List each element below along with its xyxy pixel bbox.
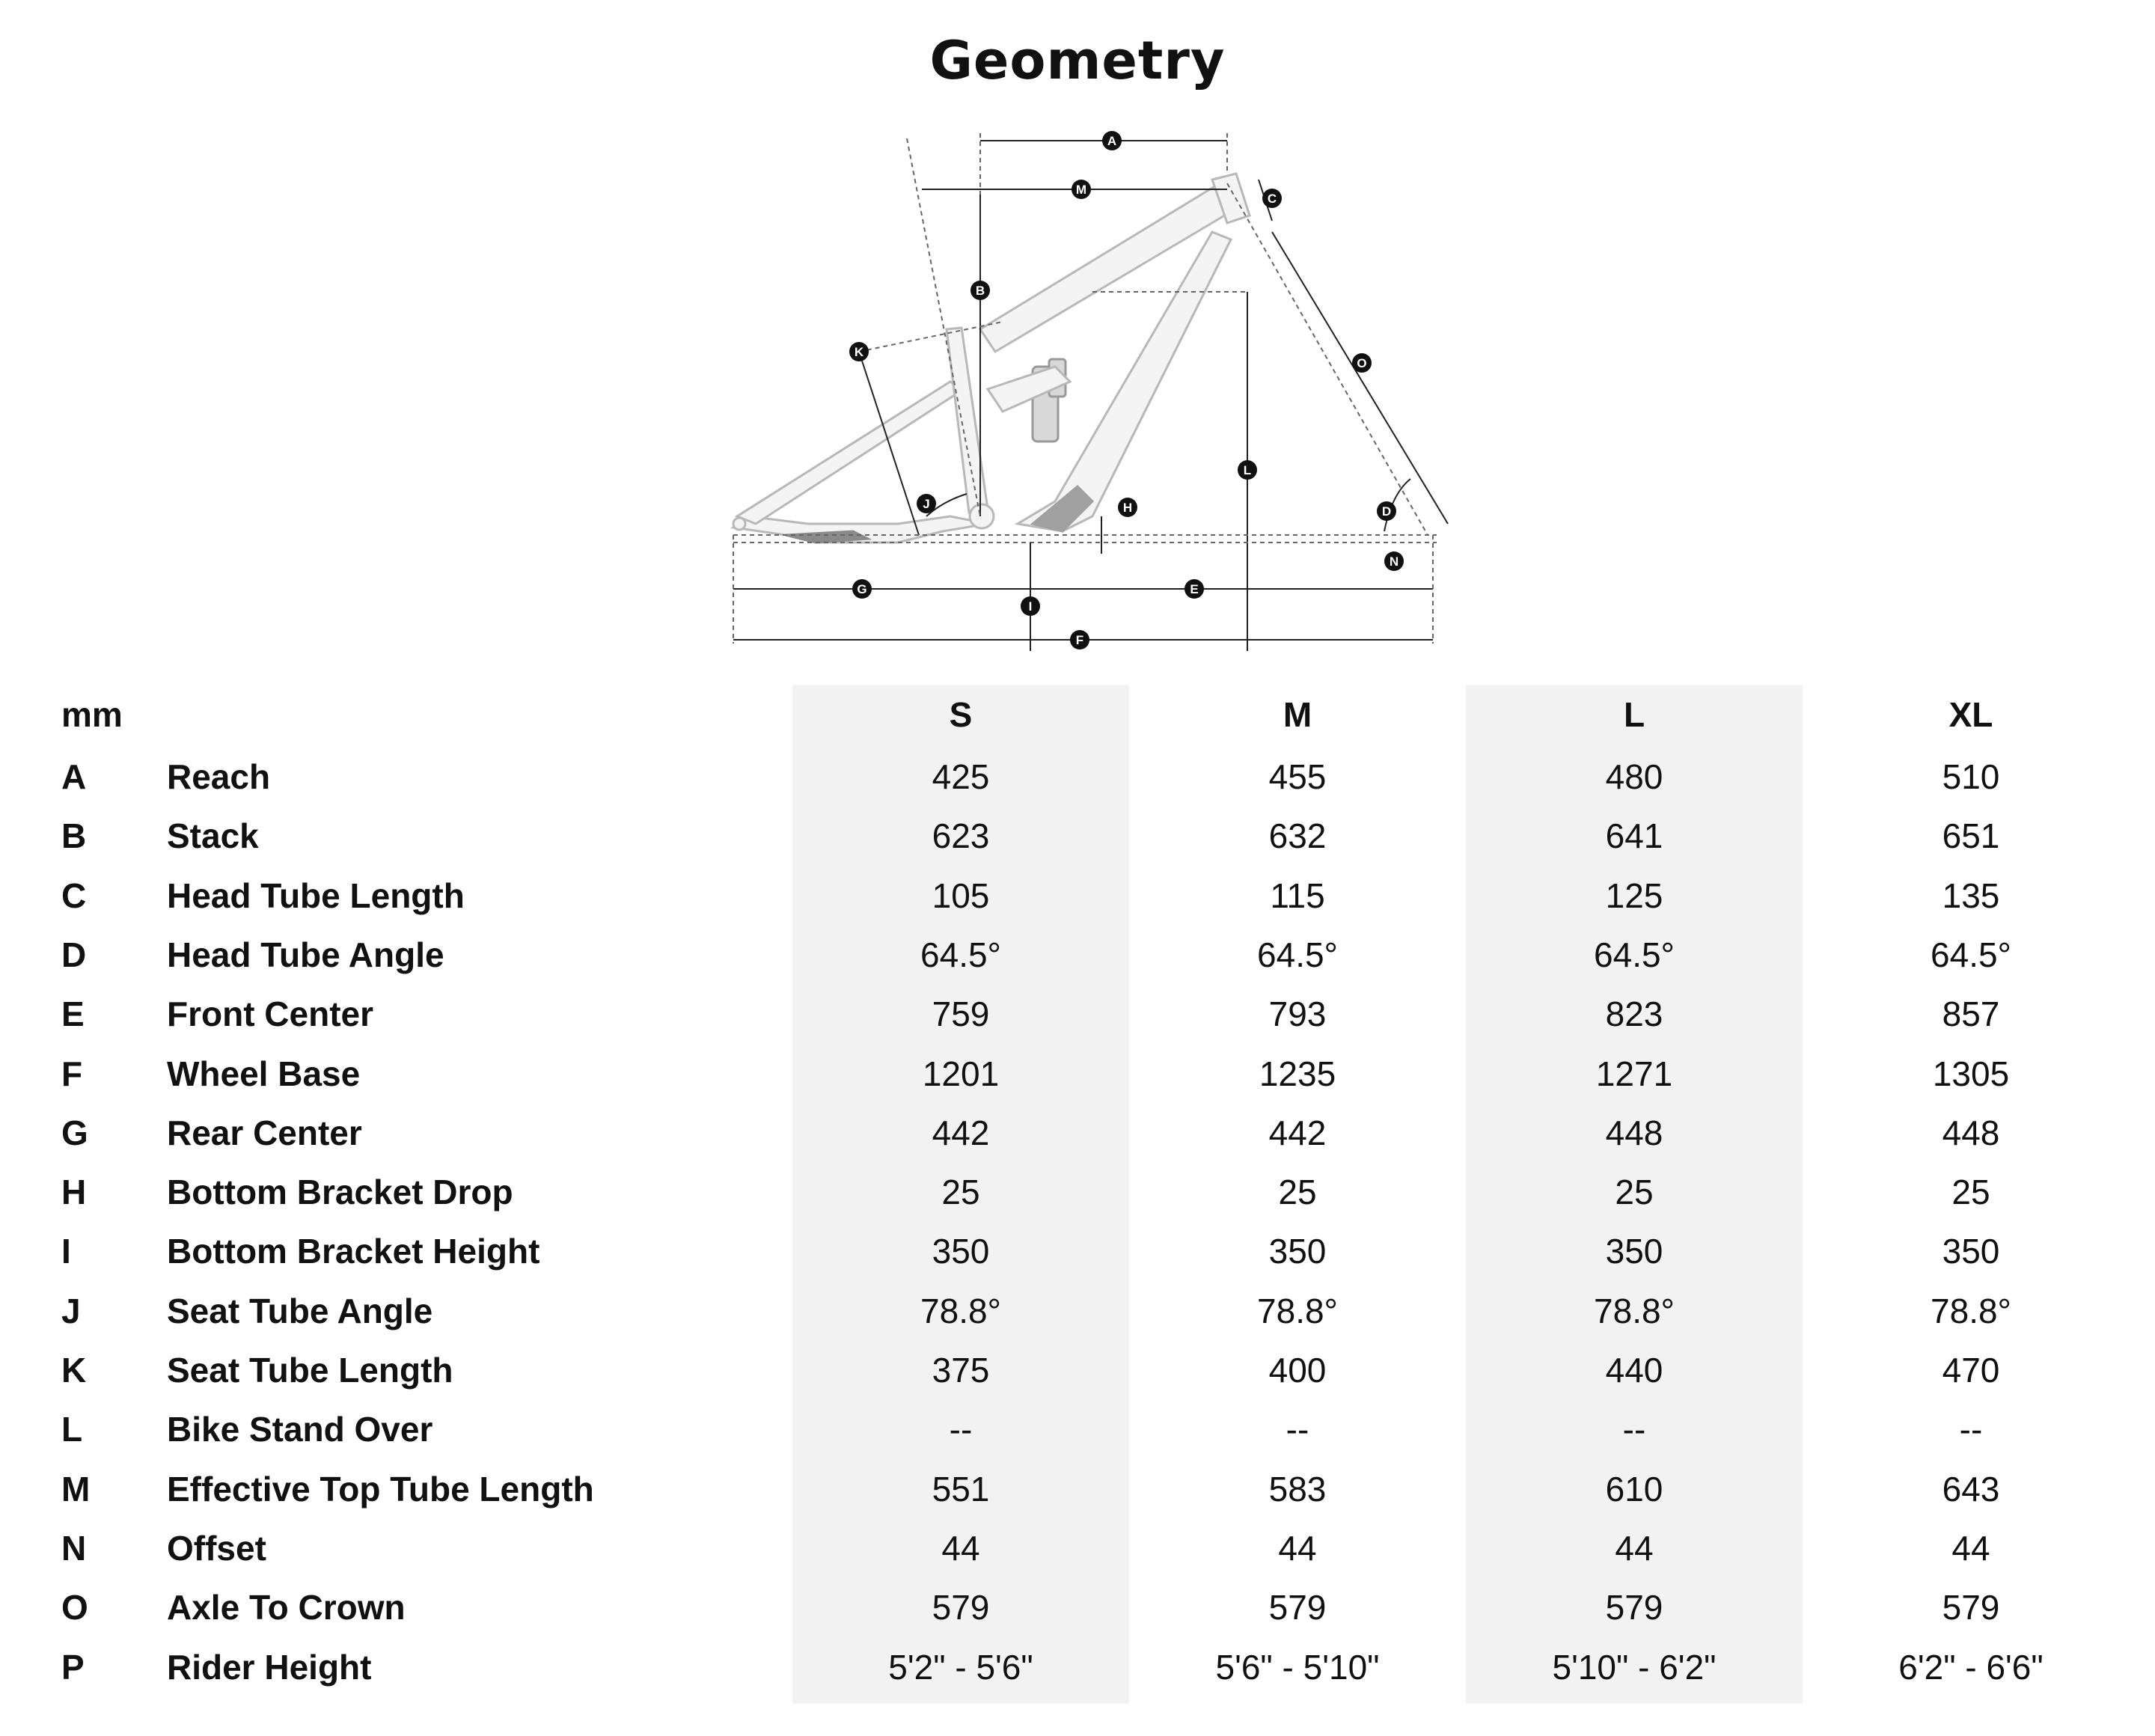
- row-value: 579: [1942, 1588, 2000, 1628]
- row-measurement-name: Bike Stand Over: [167, 1410, 433, 1449]
- table-row: [0, 1340, 2155, 1400]
- table-row: [0, 1221, 2155, 1281]
- row-letter: O: [61, 1588, 88, 1628]
- table-row: [0, 1637, 2155, 1697]
- row-value: 350: [1942, 1232, 2000, 1271]
- row-value: 5'10" - 6'2": [1552, 1647, 1717, 1687]
- row-value: 6'2" - 6'6": [1898, 1647, 2044, 1687]
- row-value: 64.5°: [1931, 935, 2011, 974]
- row-value: 448: [1942, 1113, 2000, 1152]
- row-value: 78.8°: [1594, 1291, 1675, 1330]
- marker-a: [1102, 131, 1122, 150]
- row-letter: D: [61, 935, 87, 974]
- row-letter: P: [61, 1647, 85, 1687]
- bike-frame-illustration: [733, 174, 1250, 542]
- marker-j: [917, 494, 936, 513]
- row-letter: L: [61, 1410, 83, 1449]
- row-value: 115: [1270, 875, 1325, 915]
- row-letter: G: [61, 1113, 88, 1152]
- marker-k: [849, 342, 869, 361]
- svg-text:C: C: [1267, 192, 1277, 206]
- svg-text:E: E: [1190, 582, 1199, 596]
- row-value: 455: [1268, 757, 1327, 796]
- row-value: 375: [932, 1351, 990, 1390]
- table-row: [0, 1281, 2155, 1341]
- svg-text:K: K: [854, 345, 864, 359]
- svg-text:L: L: [1243, 463, 1252, 477]
- row-measurement-name: Seat Tube Length: [167, 1351, 453, 1390]
- row-value: 44: [1951, 1528, 1990, 1568]
- size-header-m: M: [1283, 695, 1312, 734]
- marker-e: [1185, 579, 1204, 599]
- table-row: [0, 1044, 2155, 1104]
- row-letter: H: [61, 1173, 87, 1212]
- svg-text:M: M: [1075, 183, 1087, 197]
- svg-text:H: H: [1122, 501, 1133, 515]
- row-value: 641: [1605, 816, 1663, 856]
- row-value: 350: [1605, 1232, 1663, 1271]
- table-row: [0, 806, 2155, 866]
- marker-g: [852, 579, 872, 599]
- row-measurement-name: Rear Center: [167, 1113, 362, 1152]
- frame-geometry-diagram: [703, 127, 1482, 666]
- row-letter: C: [61, 875, 87, 915]
- row-measurement-name: Head Tube Length: [167, 875, 465, 915]
- row-value: 25: [1951, 1173, 1990, 1212]
- marker-i: [1021, 596, 1040, 616]
- row-value: 510: [1942, 757, 2000, 796]
- row-value: 440: [1605, 1351, 1663, 1390]
- size-header-xl: XL: [1948, 695, 1993, 734]
- table-row: [0, 925, 2155, 985]
- row-value: 1271: [1595, 1054, 1673, 1093]
- row-letter: A: [61, 757, 87, 796]
- row-measurement-name: Stack: [167, 816, 259, 856]
- row-value: --: [1622, 1410, 1646, 1449]
- row-value: 105: [932, 875, 990, 915]
- row-letter: M: [61, 1469, 91, 1509]
- row-value: 480: [1605, 757, 1663, 796]
- row-letter: J: [61, 1291, 81, 1330]
- row-letter: N: [61, 1528, 87, 1568]
- row-value: 125: [1605, 875, 1663, 915]
- row-value: 470: [1942, 1351, 2000, 1390]
- svg-text:F: F: [1075, 633, 1084, 647]
- row-value: 78.8°: [1257, 1291, 1338, 1330]
- table-row: [0, 866, 2155, 926]
- row-value: 643: [1942, 1469, 2000, 1509]
- row-measurement-name: Bottom Bracket Height: [167, 1232, 540, 1271]
- marker-f: [1070, 630, 1089, 650]
- row-letter: I: [61, 1232, 71, 1271]
- row-value: 793: [1268, 994, 1327, 1034]
- row-measurement-name: Reach: [167, 757, 271, 796]
- svg-text:I: I: [1028, 599, 1033, 614]
- svg-text:O: O: [1357, 356, 1367, 370]
- row-value: 44: [941, 1528, 980, 1568]
- row-value: 78.8°: [920, 1291, 1001, 1330]
- row-measurement-name: Head Tube Angle: [167, 935, 444, 974]
- marker-o: [1352, 353, 1372, 373]
- row-measurement-name: Seat Tube Angle: [167, 1291, 433, 1330]
- marker-n: [1384, 551, 1404, 571]
- row-letter: B: [61, 816, 87, 856]
- row-measurement-name: Wheel Base: [167, 1054, 361, 1093]
- row-value: 400: [1268, 1351, 1327, 1390]
- unit-label: mm: [61, 695, 123, 734]
- row-value: 759: [932, 994, 990, 1034]
- row-value: 5'6" - 5'10": [1215, 1647, 1380, 1687]
- row-value: 1305: [1932, 1054, 2010, 1093]
- table-row: [0, 1577, 2155, 1637]
- row-measurement-name: Offset: [167, 1528, 266, 1568]
- table-row: [0, 1518, 2155, 1578]
- marker-d: [1377, 501, 1396, 521]
- row-value: 44: [1615, 1528, 1654, 1568]
- row-value: 78.8°: [1931, 1291, 2011, 1330]
- row-value: 448: [1605, 1113, 1663, 1152]
- svg-text:N: N: [1389, 554, 1399, 569]
- page-title: Geometry: [929, 30, 1226, 91]
- row-measurement-name: Bottom Bracket Drop: [167, 1173, 513, 1212]
- row-value: 1201: [922, 1054, 1000, 1093]
- row-value: 64.5°: [1594, 935, 1675, 974]
- row-value: 551: [932, 1469, 990, 1509]
- row-value: 442: [932, 1113, 990, 1152]
- row-value: 579: [1268, 1588, 1327, 1628]
- table-row: [0, 747, 2155, 807]
- row-value: 610: [1605, 1469, 1663, 1509]
- row-value: 25: [1278, 1173, 1317, 1212]
- row-value: 64.5°: [920, 935, 1001, 974]
- row-measurement-name: Rider Height: [167, 1647, 372, 1687]
- row-measurement-name: Axle To Crown: [167, 1588, 406, 1628]
- row-value: 5'2" - 5'6": [888, 1647, 1033, 1687]
- row-value: 425: [932, 757, 990, 796]
- row-letter: K: [61, 1351, 87, 1390]
- table-row: [0, 1399, 2155, 1459]
- row-value: --: [1959, 1410, 1983, 1449]
- table-row: [0, 1459, 2155, 1519]
- svg-text:D: D: [1381, 504, 1392, 519]
- row-value: 579: [1605, 1588, 1663, 1628]
- marker-l: [1238, 460, 1257, 480]
- marker-b: [970, 281, 990, 300]
- row-value: 350: [1268, 1232, 1327, 1271]
- dimension-lines: [733, 133, 1448, 651]
- svg-text:B: B: [975, 284, 985, 298]
- row-value: 44: [1278, 1528, 1317, 1568]
- row-value: 1235: [1259, 1054, 1336, 1093]
- row-value: 442: [1268, 1113, 1327, 1152]
- row-letter: E: [61, 994, 85, 1034]
- table-row: [0, 1162, 2155, 1222]
- table-row: [0, 1103, 2155, 1163]
- svg-text:G: G: [857, 582, 867, 596]
- row-value: 350: [932, 1232, 990, 1271]
- row-value: --: [949, 1410, 973, 1449]
- marker-c: [1262, 189, 1282, 208]
- row-value: 583: [1268, 1469, 1327, 1509]
- size-header-l: L: [1623, 695, 1645, 734]
- row-value: 857: [1942, 994, 2000, 1034]
- row-value: 632: [1268, 816, 1327, 856]
- table-header-row: [0, 685, 2155, 745]
- marker-m: [1072, 180, 1091, 199]
- row-value: 623: [932, 816, 990, 856]
- row-value: 651: [1942, 816, 2000, 856]
- row-value: 25: [1615, 1173, 1654, 1212]
- row-value: 135: [1942, 875, 2000, 915]
- svg-text:A: A: [1107, 134, 1117, 148]
- marker-h: [1118, 498, 1137, 517]
- row-value: 64.5°: [1257, 935, 1338, 974]
- table-row: [0, 984, 2155, 1044]
- row-value: 25: [941, 1173, 980, 1212]
- row-value: 579: [932, 1588, 990, 1628]
- row-value: --: [1286, 1410, 1309, 1449]
- size-header-s: S: [949, 695, 973, 734]
- row-letter: F: [61, 1054, 83, 1093]
- svg-text:J: J: [923, 497, 930, 511]
- row-measurement-name: Effective Top Tube Length: [167, 1469, 594, 1509]
- row-value: 823: [1605, 994, 1663, 1034]
- row-measurement-name: Front Center: [167, 994, 373, 1034]
